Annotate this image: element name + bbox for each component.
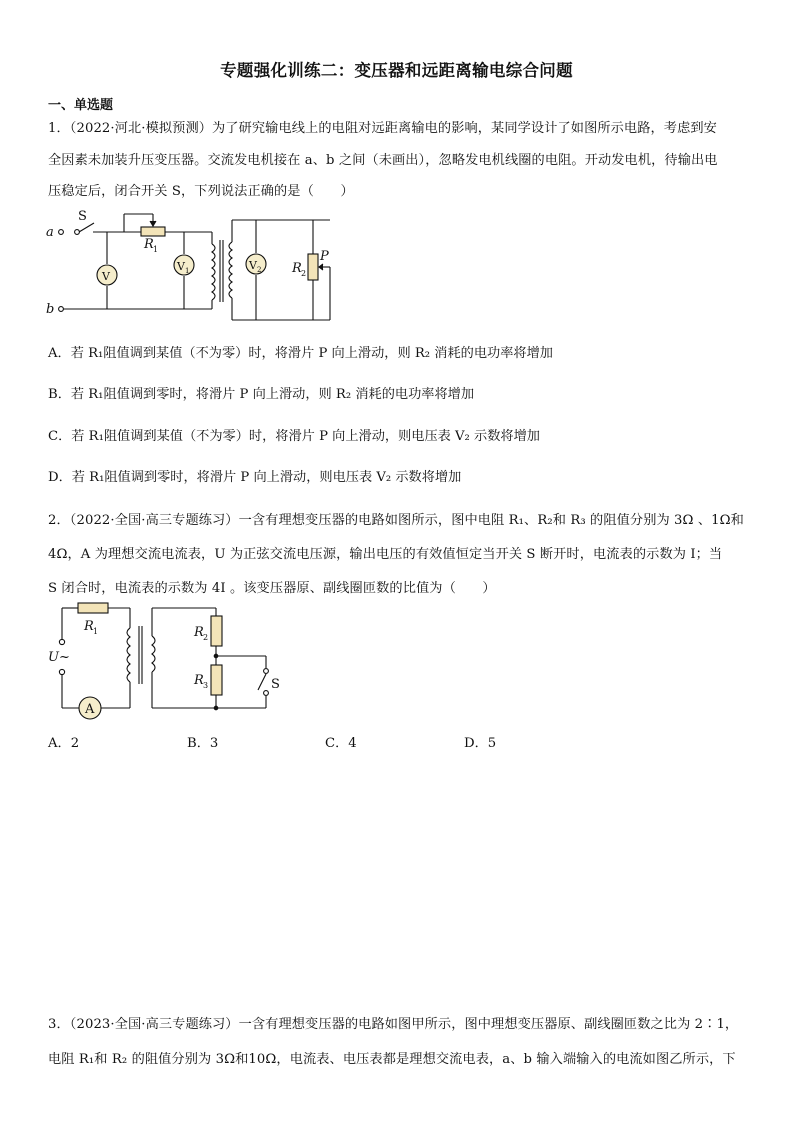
q1-label-v2-sub: 2 bbox=[257, 266, 262, 274]
q1-label-v: V bbox=[102, 270, 110, 283]
q2-label-r3-sub: 3 bbox=[203, 681, 209, 690]
q2-label-a: A bbox=[85, 702, 95, 717]
q2-label-r3: R bbox=[194, 673, 204, 688]
q2-stem-line-1: 2．（2022·全国·高三专题练习）一含有理想变压器的电路如图所示，图中电阻 R₁、R₂和 R₃ 的阻值分别为 3Ω 、1Ω和 bbox=[48, 513, 744, 528]
q1-option-d[interactable]: D．若 R₁阻值调到零时，将滑片 P 向上滑动，则电压表 V₂ 示数将增加 bbox=[48, 470, 462, 485]
section-heading: 一、单选题 bbox=[48, 98, 114, 113]
q1-option-a[interactable]: A．若 R₁阻值调到某值（不为零）时，将滑片 P 向上滑动，则 R₂ 消耗的电功率将增加 bbox=[48, 346, 553, 361]
q1-stem-line-1: 1．（2022·河北·模拟预测）为了研究输电线上的电阻对远距离输电的影响，某同学设计了如图所示电路，考虑到安 bbox=[48, 121, 717, 136]
q1-option-b[interactable]: B．若 R₁阻值调到零时，将滑片 P 向上滑动，则 R₂ 消耗的电功率将增加 bbox=[48, 387, 475, 402]
q1-label-r2-sub: 2 bbox=[301, 269, 307, 278]
q2-label-s: S bbox=[271, 677, 280, 692]
q2-label-r2: R bbox=[194, 625, 204, 640]
q2-choice-d[interactable]: D．5 bbox=[464, 736, 497, 751]
q2-choice-b[interactable]: B．3 bbox=[187, 736, 219, 751]
q2-label-r1-sub: 1 bbox=[93, 627, 99, 636]
q2-label-u: U~ bbox=[48, 650, 70, 665]
q2-label-r1: R bbox=[84, 619, 94, 634]
q1-label-s: S bbox=[78, 209, 87, 224]
q1-label-r1-sub: 1 bbox=[153, 245, 159, 254]
q2-label-r2-sub: 2 bbox=[203, 633, 209, 642]
q2-circuit-diagram bbox=[44, 600, 294, 722]
q3-stem-line-2: 电阻 R₁和 R₂ 的阻值分别为 3Ω和10Ω，电流表、电压表都是理想交流电表，a、b 输入端输入的电流如图乙所示，下 bbox=[48, 1052, 736, 1067]
q1-option-c[interactable]: C．若 R₁阻值调到某值（不为零）时，将滑片 P 向上滑动，则电压表 V₂ 示数将增加 bbox=[48, 429, 540, 444]
q1-label-v2: V bbox=[249, 259, 257, 272]
q2-stem-line-2: 4Ω，A 为理想交流电流表，U 为正弦交流电压源，输出电压的有效值恒定当开关 S 断开时，电流表的示数为 I；当 bbox=[48, 547, 723, 562]
q2-stem-line-3: S 闭合时，电流表的示数为 4I 。该变压器原、副线圈匝数的比值为（ ） bbox=[48, 581, 496, 596]
q2-choice-c[interactable]: C．4 bbox=[325, 736, 357, 751]
q1-label-r1: R bbox=[144, 237, 154, 252]
q2-choice-a[interactable]: A．2 bbox=[48, 736, 80, 751]
q1-circuit-diagram bbox=[44, 208, 344, 323]
q1-label-b: b bbox=[46, 302, 55, 317]
page-title: 专题强化训练二：变压器和远距离输电综合问题 bbox=[220, 61, 573, 80]
q3-stem-line-1: 3．（2023·全国·高三专题练习）一含有理想变压器的电路如图甲所示，图中理想变压器原、副线圈匝数之比为 2∶1， bbox=[48, 1017, 739, 1032]
q1-stem-line-3: 压稳定后，闭合开关 S，下列说法正确的是（ ） bbox=[48, 184, 354, 199]
q1-label-p: P bbox=[320, 249, 329, 264]
q1-label-v1-sub: 1 bbox=[185, 267, 190, 275]
q1-label-a: a bbox=[46, 225, 54, 240]
q1-label-v1: V bbox=[177, 260, 185, 273]
q1-stem-line-2: 全因素未加装升压变压器。交流发电机接在 a、b 之间（未画出），忽略发电机线圈的电阻。开动发电机，待输出电 bbox=[48, 153, 718, 168]
q1-label-r2: R bbox=[292, 261, 302, 276]
